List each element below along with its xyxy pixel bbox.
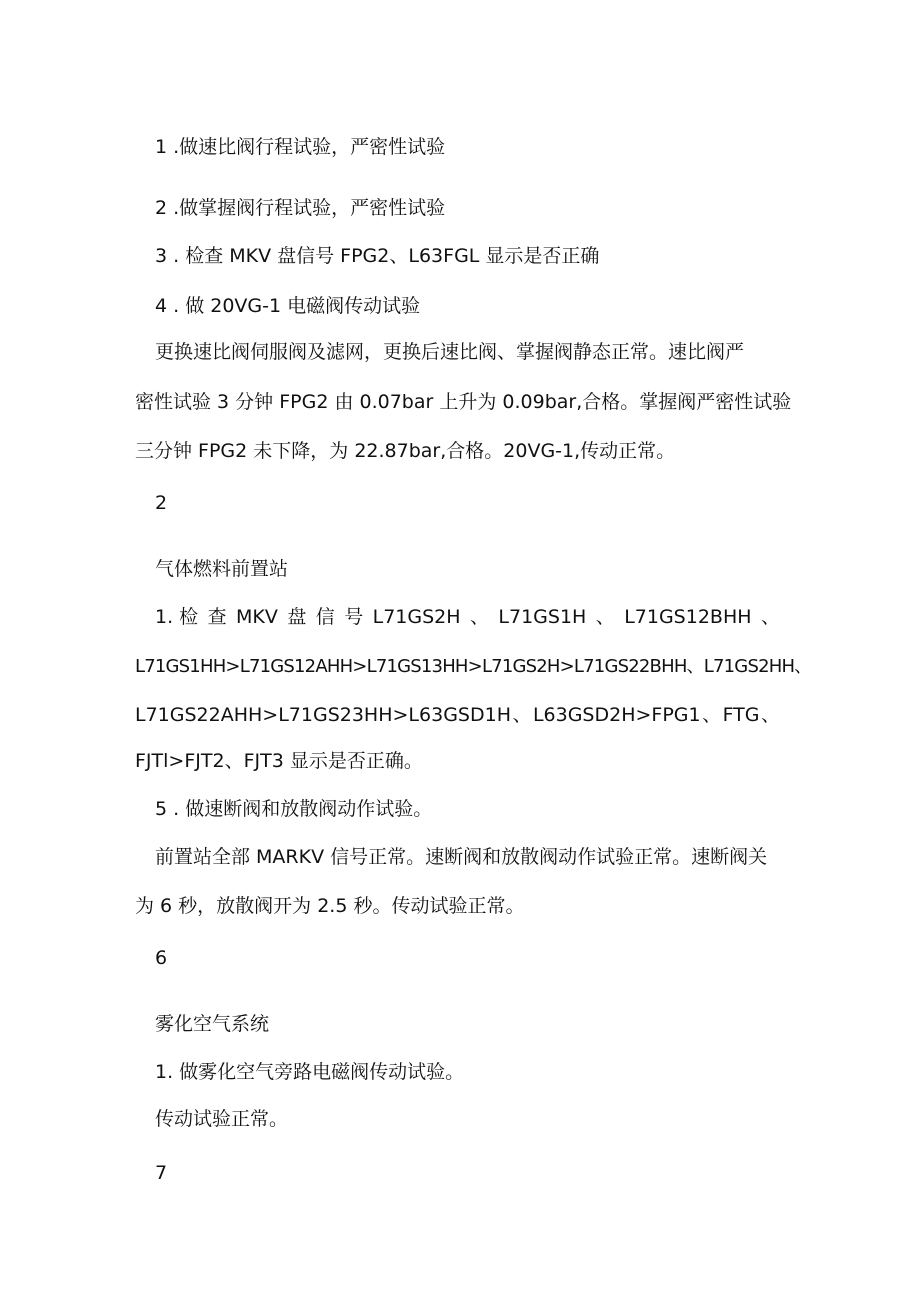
text-token: 1. 检: [155, 606, 199, 628]
paragraph-line: 三分钟 FPG2 未下降，为 22.87bar,合格。20VG-1,传动正常。: [135, 440, 676, 462]
section-heading: 雾化空气系统: [155, 1013, 270, 1035]
text-token: 、: [702, 704, 722, 726]
paragraph-line: 传动试验正常。: [155, 1108, 289, 1130]
text-token: 、: [512, 704, 532, 726]
text-token: L71GS2H: [372, 606, 461, 628]
section-number: 7: [155, 1162, 168, 1184]
text-token: L71GS12BHH: [624, 606, 752, 628]
text-token: L63GSD2H>FPG1: [532, 704, 701, 726]
list-item-line: L71GS1HH>L71GS12AHH>L71GS13HH>L71GS2H>L71GS22BHH、L71GS2HH、: [135, 656, 812, 677]
text-token: FTG: [722, 704, 760, 726]
text-token: 盘: [287, 606, 307, 628]
list-item: 2 .做掌握阀行程试验，严密性试验: [155, 197, 446, 219]
text-token: 、: [595, 606, 615, 628]
text-token: MKV: [236, 606, 278, 628]
text-token: L71GS1H: [498, 606, 587, 628]
paragraph-line: 密性试验 3 分钟 FPG2 由 0.07bar 上升为 0.09bar,合格。掌握阀严密性试验: [135, 391, 792, 413]
text-token: 、: [760, 606, 780, 628]
text-token: 、: [469, 606, 489, 628]
list-item-line: [135, 702, 780, 728]
text-token: 、: [760, 704, 780, 726]
list-item: 5 . 做速断阀和放散阀动作试验。: [155, 798, 433, 820]
list-item: 1 .做速比阀行程试验，严密性试验: [155, 136, 446, 158]
list-item: 3 . 检查 MKV 盘信号 FPG2、L63FGL 显示是否正确: [155, 245, 600, 267]
list-item-line: FJTl>FJT2、FJT3 显示是否正确。: [135, 750, 423, 772]
paragraph-line: 为 6 秒，放散阀开为 2.5 秒。传动试验正常。: [135, 895, 525, 917]
list-item: 4 . 做 20VG-1 电磁阀传动试验: [155, 295, 421, 317]
text-token: 号: [344, 606, 364, 628]
section-heading: 气体燃料前置站: [155, 558, 289, 580]
section-number: 6: [155, 947, 168, 969]
text-token: L71GS22AHH>L71GS23HH>L63GSD1H: [135, 704, 511, 726]
list-item: 1. 做雾化空气旁路电磁阀传动试验。: [155, 1061, 465, 1083]
list-item-line: [155, 604, 780, 630]
text-token: 信: [315, 606, 335, 628]
paragraph-line: 前置站全部 MARKV 信号正常。速断阀和放散阀动作试验正常。速断阀关: [155, 846, 768, 868]
text-token: 查: [207, 606, 227, 628]
section-number: 2: [155, 492, 168, 514]
paragraph-line: 更换速比阀伺服阀及滤网，更换后速比阀、掌握阀静态正常。速比阀严: [155, 341, 745, 363]
